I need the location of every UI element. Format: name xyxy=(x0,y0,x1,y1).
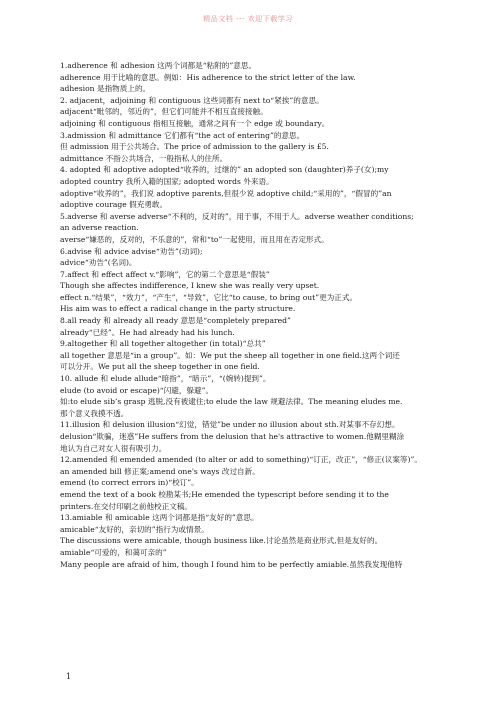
document-line: 11.illusion 和 delusion illusion“幻觉，错觉”be under no illusion about sth.对某事不存幻想。 xyxy=(60,420,400,430)
document-line: 但 admission 用于公共场合。The price of admission to the gallery is £5. xyxy=(60,142,329,152)
document-line: adherence 用于比喻的意思。例如：His adherence to the strict letter of the law. xyxy=(60,72,356,82)
page-number: 1 xyxy=(66,672,72,681)
document-line: 如:to elude sib’s grasp 逃脱,没有被逮住;to elude the law 规避法律。The meaning eludes me. xyxy=(60,397,403,407)
document-line: delusion“欺骗，迷惑”He suffers from the delusion that he's attractive to women.他糊里糊涂 xyxy=(60,432,405,441)
document-line: 12.amended 和 emended amended (to alter or add to something)“订正，改正”，“修正(议案等)”。 xyxy=(60,455,422,465)
document-line: 地认为自己对女人很有吸引力。 xyxy=(60,443,167,453)
document-line: printers.在交付印刷之前他校正文稿。 xyxy=(60,501,193,511)
document-line: 1.adherence 和 adhesion 这两个词都是“粘附的”意思。 xyxy=(60,61,257,70)
document-line: 那个意义我摸不透。 xyxy=(60,408,129,418)
document-line: admittance 不指公共场合，一般指私人的住所。 xyxy=(60,153,228,163)
document-line: elude (to avoid or escape)“闪避，躲避”。 xyxy=(60,385,214,395)
document-line: Many people are afraid of him, though I found him to be perfectly amiable.虽然我发现他特 xyxy=(60,559,403,569)
document-line: an adverse reaction. xyxy=(60,223,139,233)
document-body xyxy=(60,60,462,570)
document-line: adoptive courage 假充勇敢。 xyxy=(60,200,168,210)
document-line: all together 意思是“in a group”。如：We put the sheep all together in one field.这两个词还 xyxy=(60,350,400,360)
document-line: adjacent“毗邻的，邻近的”，但它们可能并不相互直接接触。 xyxy=(60,107,268,117)
watermark: 精品文档 --- 欢迎下载学习 xyxy=(203,15,293,23)
document-line: 4. adopted 和 adoptive adopted“收养的，过继的” an adopted son (daughter)养子(女);my xyxy=(60,165,389,175)
document-line: 5.adverse 和 averse adverse“不利的，反对的”，用于事，不用于人。adverse weather conditions; xyxy=(60,211,414,221)
document-line: 6.advise 和 advice advise“劝告”(动词); xyxy=(60,246,203,256)
document-line: amiable“可爱的，和蔼可亲的” xyxy=(60,547,167,557)
document-line: adhesion 是指物质上的。 xyxy=(60,84,151,94)
document-line: His aim was to effect a radical change in the party structure. xyxy=(60,304,296,314)
document-line: an amended bill 修正案;amend one's ways 改过自新。 xyxy=(60,466,260,476)
document-line: 2. adjacent，adjoining 和 contiguous 这些词都有 next to“紧挨”的意思。 xyxy=(60,95,324,105)
document-line: adoptive“收养的”，我们说 adoptive parents,但很少说 adoptive child;“采用的”，“假冒的”an xyxy=(60,188,392,198)
document-line: 8.all ready 和 already all ready 意思是“completely prepared” xyxy=(60,316,291,326)
document-line: already“已经”。He had already had his lunch. xyxy=(60,327,235,337)
document-line: adjoining 和 contiguous 指相互接触，通常之间有一个 edge 或 boundary。 xyxy=(60,118,330,128)
document-line: averse“嫌恶的，反对的，不乐意的”，常和“to”一起使用，而且用在否定形式。 xyxy=(60,234,329,244)
document-line: The discussions were amicable, though business like.讨论虽然是商业形式,但是友好的。 xyxy=(60,536,383,546)
document-line: Though she affectes indifference, I knew she was really very upset. xyxy=(60,281,320,291)
document-line: 10. allude 和 elude allude“暗指”，“暗示”，“(婉转)提到”。 xyxy=(60,374,271,384)
document-line: 3.admission 和 admittance 它们都有“the act of entering”的意思。 xyxy=(60,130,305,140)
document-line: amicable“友好的，亲切的”指行为或情景。 xyxy=(60,524,209,534)
document-line: emend (to correct errors in)“校订”。 xyxy=(60,478,199,488)
document-line: adopted country 我所入籍的国家; adopted words 外来语。 xyxy=(60,176,274,186)
document-line: 9.altogether 和 all together altogether (in total)“总共” xyxy=(60,339,266,349)
document-line: effect n.“结果”，“效力”，“产生”，“导致”，它比“to cause, to bring out”更为正式。 xyxy=(60,292,358,302)
document-line: 可以分开。We put all the sheep together in one field. xyxy=(60,362,260,372)
document-line: emend the text of a book 校勘某书;He emended the typescript before sending it to the xyxy=(60,489,389,499)
document-line: 7.affect 和 effect affect v.“影响”，它的第二个意思是“假装” xyxy=(60,269,270,279)
document-line: advice“劝告”(名词)。 xyxy=(60,258,137,268)
document-line: 13.amiable 和 amicable 这两个词都是指“友好的”意思。 xyxy=(60,513,259,523)
